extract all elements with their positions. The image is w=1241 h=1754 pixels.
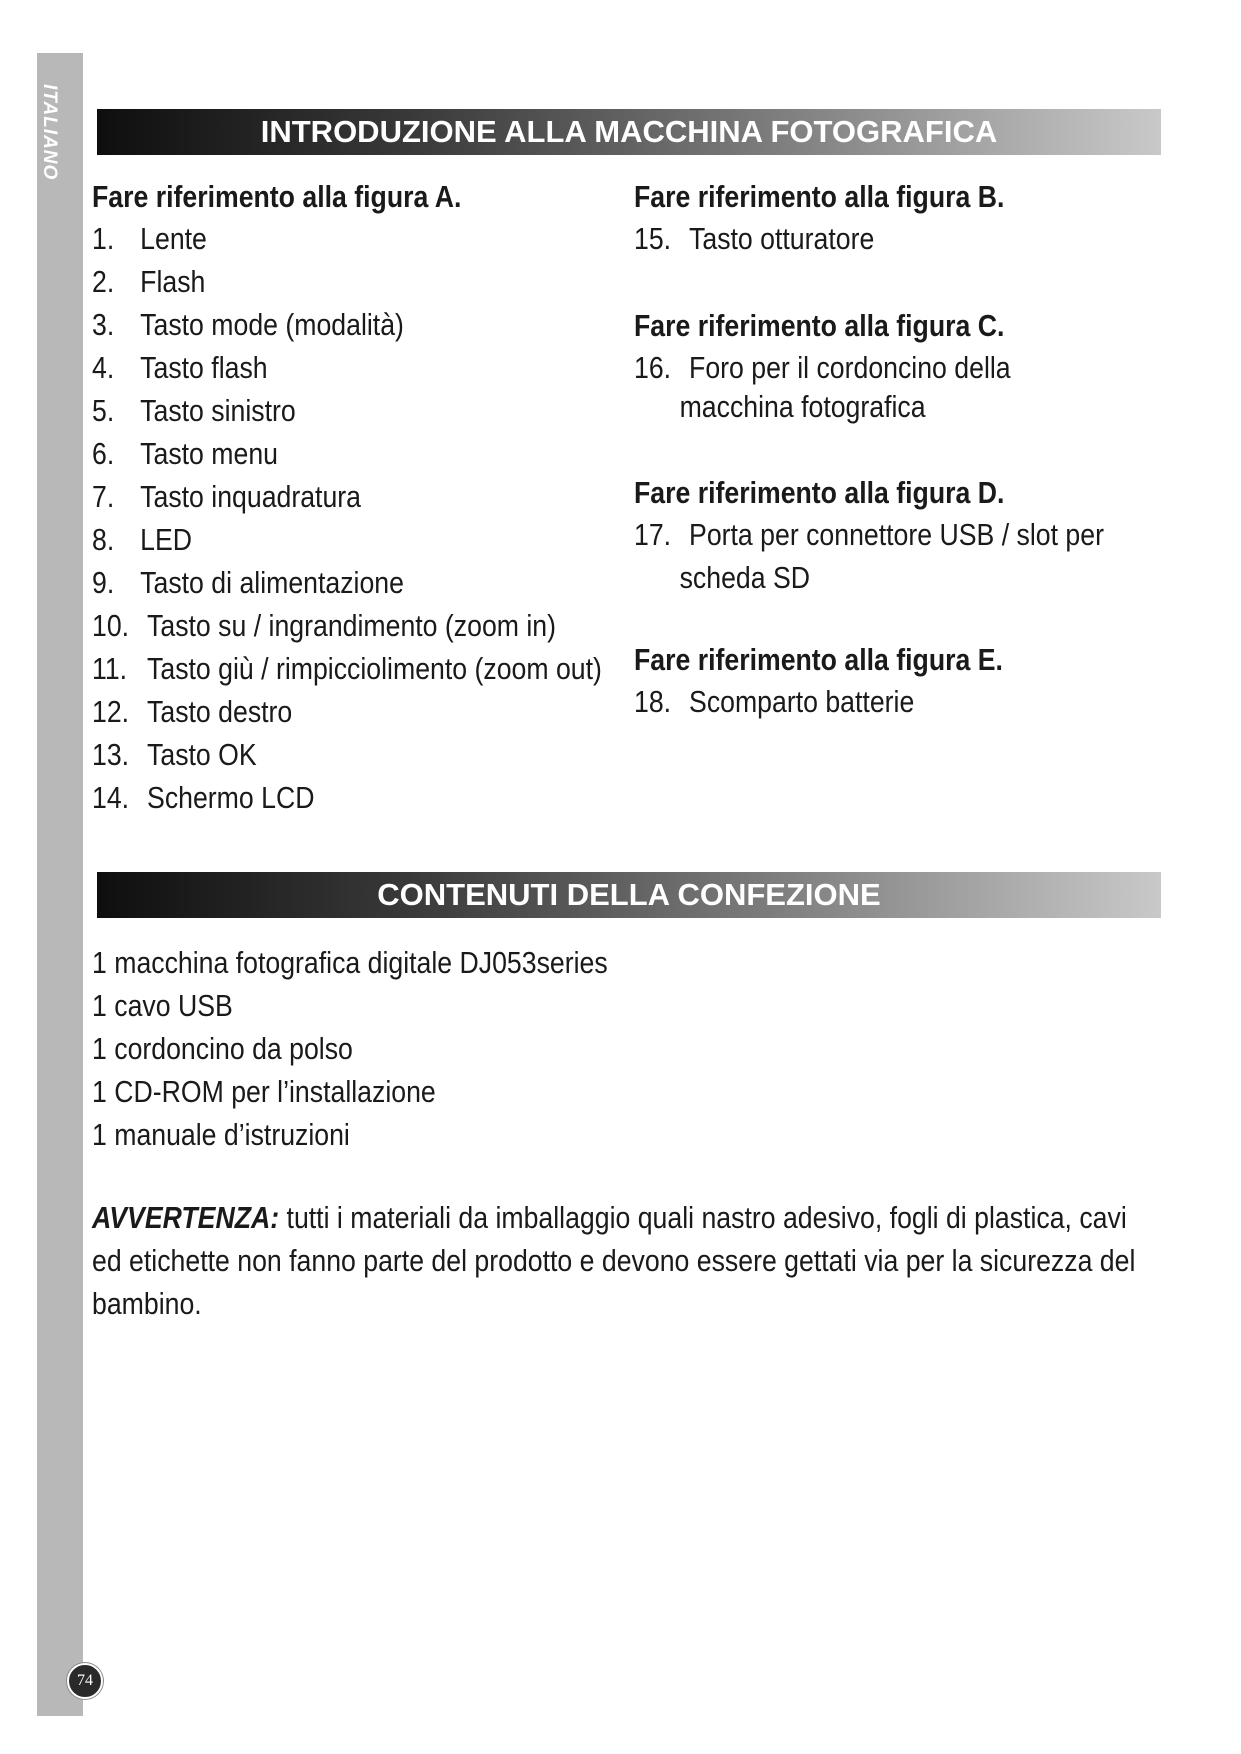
item-number: 2. (92, 264, 115, 299)
item-text: Tasto mode (modalità) (140, 307, 404, 342)
item-text: Tasto sinistro (140, 393, 296, 428)
item-continuation: macchina fotografica (679, 389, 926, 424)
warning-label: AVVERTENZA: (92, 1200, 280, 1235)
item-text: Flash (140, 264, 206, 299)
item-text: Lente (140, 221, 207, 256)
item-continuation: scheda SD (679, 560, 810, 595)
warning-text: tutti i materiali da imballaggio quali nastro adesivo, fogli di plastica, cavi ed etichette non fanno parte del prodotto e devono essere gettati via per la sicurezza del bambino. (92, 1200, 1136, 1321)
item-text: LED (140, 522, 193, 557)
figure-b-heading: Fare riferimento alla figura B. (634, 179, 1005, 214)
list-item (634, 219, 1104, 262)
page-number: 74 (67, 1663, 103, 1699)
item-number: 8. (92, 522, 115, 557)
item-text: Tasto su / ingrandimento (zoom in) (147, 608, 557, 643)
section-title-introduction: INTRODUZIONE ALLA MACCHINA FOTOGRAFICA (97, 109, 1161, 155)
figure-d-heading: Fare riferimento alla figura D. (634, 475, 1005, 510)
item-number: 17. (634, 517, 672, 552)
item-text: Tasto destro (147, 694, 293, 729)
list-item (92, 606, 602, 649)
item-number: 11. (92, 651, 128, 686)
list-item: 1 macchina fotografica digitale DJ053series (92, 945, 608, 980)
figures-b-e-column (634, 177, 1104, 725)
item-number: 10. (92, 608, 130, 643)
item-text: Porta per connettore USB / slot per (689, 517, 1104, 552)
list-item (634, 515, 1104, 558)
figure-a-column (92, 177, 602, 821)
list-item (92, 305, 602, 348)
item-number: 15. (634, 221, 672, 256)
item-number: 12. (92, 694, 130, 729)
list-item (634, 348, 1104, 387)
list-item: 1 cavo USB (92, 988, 233, 1023)
list-item (92, 262, 602, 305)
item-number: 6. (92, 436, 115, 471)
item-number: 14. (92, 780, 130, 815)
list-item (92, 477, 602, 520)
item-number: 3. (92, 307, 115, 342)
list-item (92, 692, 602, 735)
item-number: 18. (634, 684, 672, 719)
figure-a-heading: Fare riferimento alla figura A. (92, 179, 462, 214)
spacer (634, 262, 1104, 306)
item-number: 16. (634, 350, 672, 385)
list-item (92, 391, 602, 434)
list-item (92, 778, 602, 821)
item-text: Schermo LCD (147, 780, 315, 815)
list-item (92, 649, 602, 692)
item-text: Tasto flash (140, 350, 268, 385)
item-text: Tasto di alimentazione (140, 565, 404, 600)
list-item (92, 735, 602, 778)
item-text: Tasto inquadratura (140, 479, 361, 514)
item-text: Foro per il cordoncino della (689, 350, 1011, 385)
list-item (92, 219, 602, 262)
item-number: 9. (92, 565, 115, 600)
item-text: Tasto menu (140, 436, 278, 471)
item-number: 5. (92, 393, 115, 428)
figure-c-heading: Fare riferimento alla figura C. (634, 308, 1005, 343)
list-item (92, 434, 602, 477)
item-number: 1. (92, 221, 115, 256)
list-item (92, 520, 602, 563)
list-item (634, 682, 1104, 725)
item-text: Tasto giù / rimpicciolimento (zoom out) (147, 651, 602, 686)
item-text: Tasto OK (147, 737, 257, 772)
item-number: 4. (92, 350, 115, 385)
language-label: ITALIANO (39, 84, 60, 181)
list-item: 1 CD-ROM per l’installazione (92, 1074, 436, 1109)
side-language-bar (37, 53, 83, 1716)
package-contents-list (92, 941, 608, 1156)
list-item: 1 manuale d’istruzioni (92, 1117, 350, 1152)
section-title-contents: CONTENUTI DELLA CONFEZIONE (97, 872, 1161, 918)
list-item (92, 348, 602, 391)
item-number: 7. (92, 479, 115, 514)
list-item (92, 563, 602, 606)
spacer (634, 601, 1104, 640)
warning-paragraph (92, 1196, 1154, 1325)
spacer (634, 430, 1104, 473)
list-item: 1 cordoncino da polso (92, 1031, 353, 1066)
figure-e-heading: Fare riferimento alla figura E. (634, 642, 1003, 677)
item-number: 13. (92, 737, 130, 772)
item-text: Tasto otturatore (689, 221, 875, 256)
item-text: Scomparto batterie (689, 684, 915, 719)
